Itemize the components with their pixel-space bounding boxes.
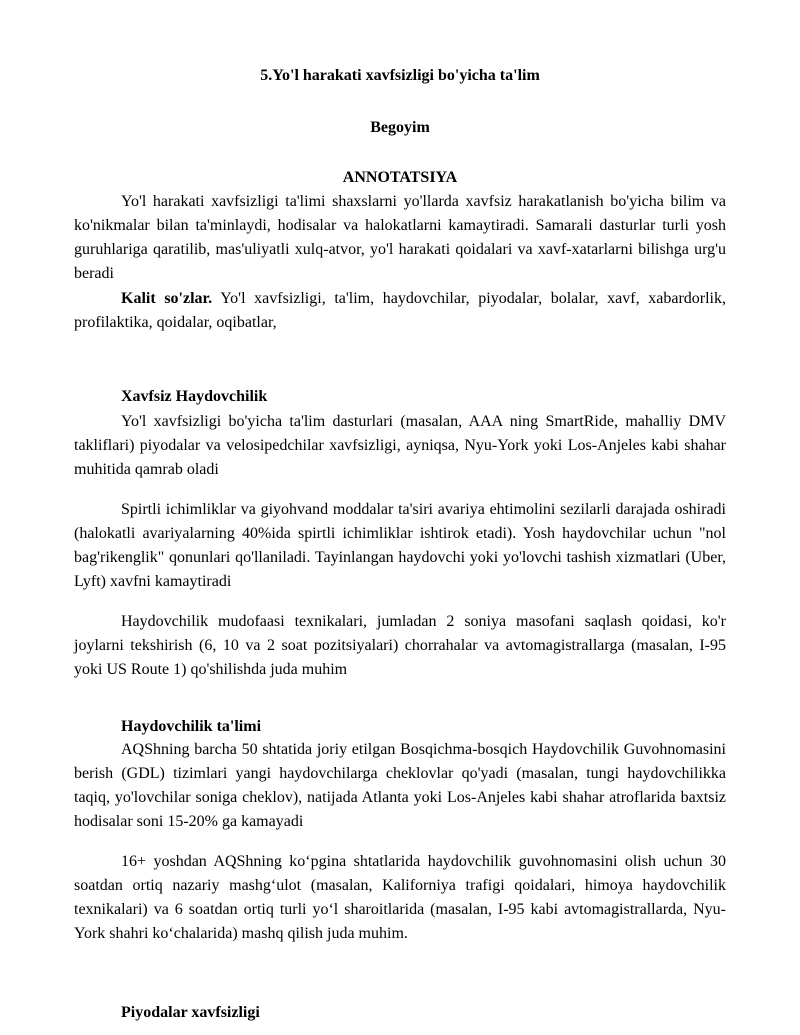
keywords-label: Kalit so'zlar.	[121, 290, 213, 307]
abstract-heading: ANNOTATSIYA	[342, 169, 458, 186]
section-heading-safe-driving: Xavfsiz Haydovchilik	[121, 388, 268, 405]
section1-paragraph-2: Spirtli ichimliklar va giyohvand moddalar ta'siri avariya ehtimolini sezilarli darajada oshiradi (halokatli avariyalarning 40%ida spirtli ichimliklar ishtirok etadi). Yosh haydovchilar uchun "nol bag'rikenglik" qonunlari qo'llaniladi. Tayinlangan haydovchi yoki yo'lovchi tashish xizmatlari (Uber, Lyft) xavfni kamaytiradi	[74, 501, 726, 590]
author-name: Begoyim	[370, 119, 430, 136]
keywords-text: Yo'l xavfsizligi, ta'lim, haydovchilar, piyodalar, bolalar, xavf, xabardorlik, profilaktika, qoidalar, oqibatlar,	[74, 290, 726, 331]
keywords-paragraph	[74, 287, 726, 335]
document-title: 5.Yo'l harakati xavfsizligi bo'yicha ta'lim	[260, 67, 540, 84]
section-heading-driver-education: Haydovchilik ta'limi	[121, 718, 262, 735]
section2-paragraph-2: 16+ yoshdan AQShning ko‘pgina shtatlarida haydovchilik guvohnomasini olish uchun 30 soatdan ortiq nazariy mashg‘ulot (masalan, Kaliforniya trafigi qoidalari, himoya haydovchilik texnikalari) va 6 soatdan ortiq turli yo‘l sharoitlarida (masalan, I-95 kabi avtomagistrallarda, Nyu-York shahri ko‘chalarida) mashq qilish juda muhim.	[74, 853, 726, 942]
section1-paragraph-1: Yo'l xavfsizligi bo'yicha ta'lim dasturlari (masalan, AAA ning SmartRide, mahalliy DMV takliflari) piyodalar va velosipedchilar xavfsizligi, ayniqsa, Nyu-York yoki Los-Anjeles kabi shahar muhitida qamrab oladi	[74, 413, 726, 478]
section-heading-pedestrian-safety: Piyodalar xavfsizligi	[121, 1004, 260, 1021]
section1-paragraph-3: Haydovchilik mudofaasi texnikalari, jumladan 2 soniya masofani saqlash qoidasi, ko'r joylarni tekshirish (6, 10 va 2 soat pozitsiyalari) chorrahalar va avtomagistrallarga (masalan, I-95 yoki US Route 1) qo'shilishda juda muhim	[74, 613, 726, 678]
abstract-paragraph: Yo'l harakati xavfsizligi ta'limi shaxslarni yo'llarda xavfsiz harakatlanish bo'yicha bilim va ko'nikmalar bilan ta'minlaydi, hodisalar va halokatlarni kamaytiradi. Samarali dasturlar turli yosh guruhlariga qaratilib, mas'uliyatli xulq-atvor, yo'l harakati qoidalari va xavf-xatarlarni bilishga urg'u beradi	[74, 193, 726, 282]
section2-paragraph-1: AQShning barcha 50 shtatida joriy etilgan Bosqichma-bosqich Haydovchilik Guvohnomasini berish (GDL) tizimlari yangi haydovchilarga cheklovlar qo'yadi (masalan, tungi haydovchilikka taqiq, yo'lovchilar soniga cheklov), natijada Atlanta yoki Los-Anjeles kabi shahar atroflarida baxtsiz hodisalar soni 15-20% ga kamayadi	[74, 741, 726, 830]
